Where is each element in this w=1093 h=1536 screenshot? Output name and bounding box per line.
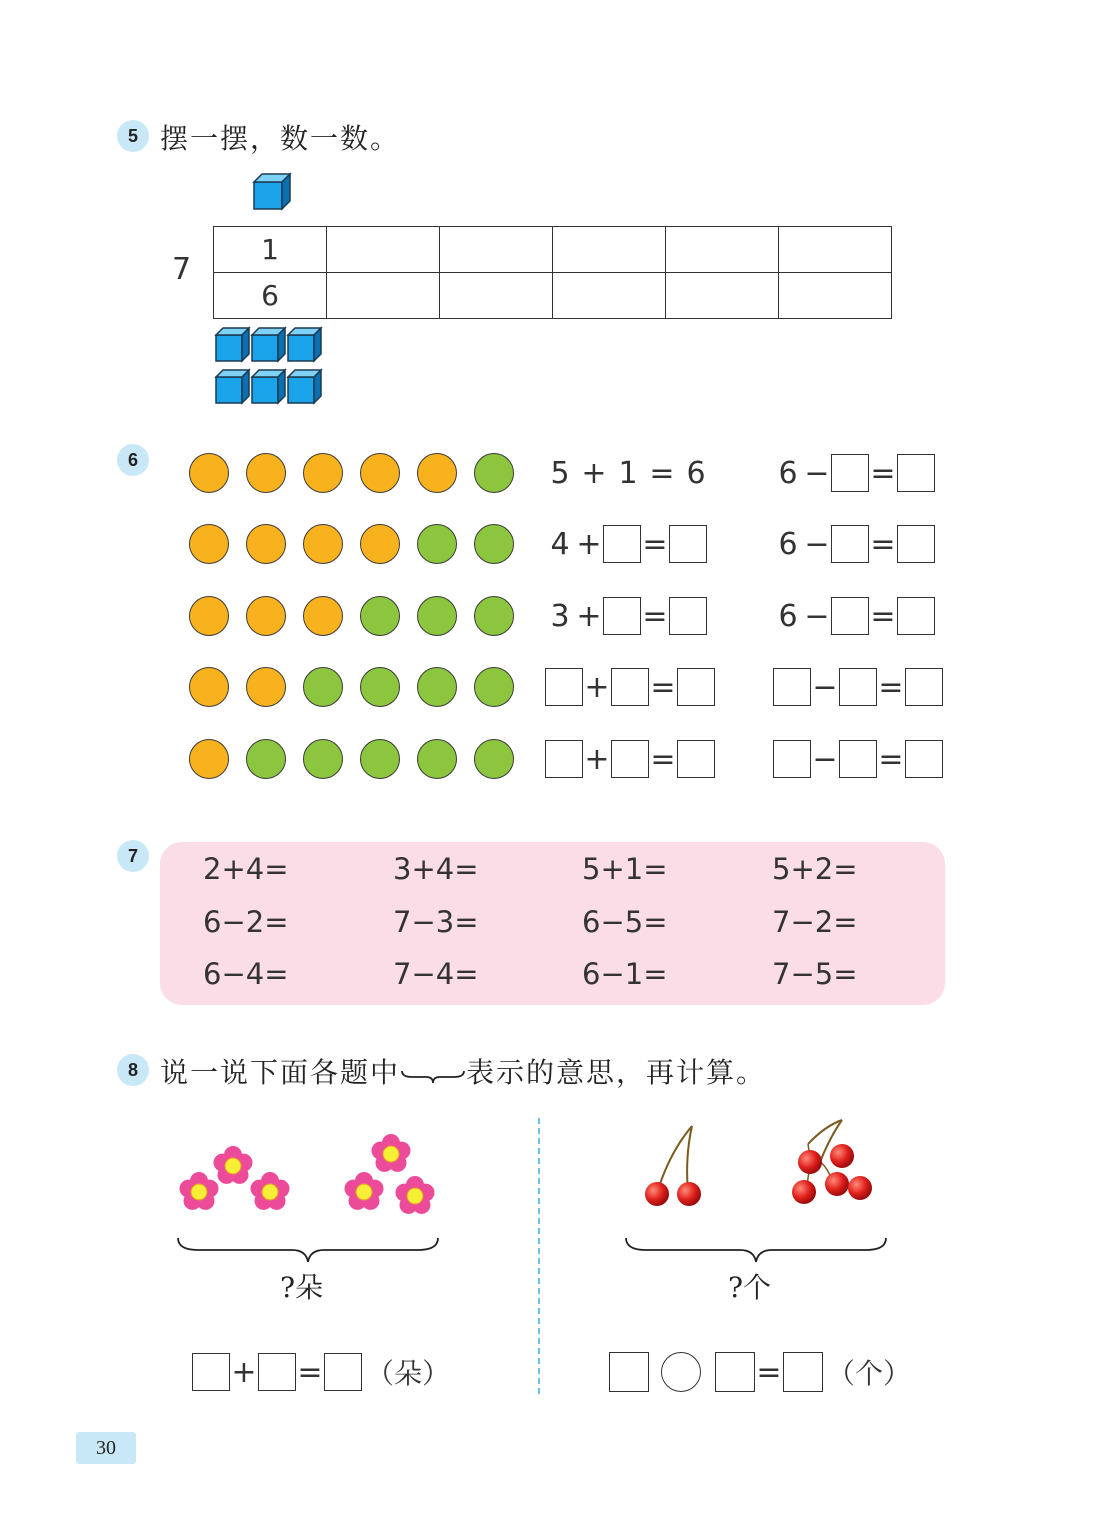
answer-box[interactable] bbox=[715, 1352, 755, 1392]
operator-sign: + bbox=[584, 741, 610, 777]
answer-box[interactable] bbox=[545, 740, 583, 778]
flowers-illustration bbox=[172, 1130, 442, 1220]
plus-sign: + bbox=[231, 1354, 257, 1390]
answer-box[interactable] bbox=[897, 525, 935, 563]
green-dot bbox=[474, 667, 514, 707]
split-top-cell: 1 bbox=[214, 227, 327, 273]
question-7-badge: 7 bbox=[117, 840, 149, 872]
equals-sign: = bbox=[756, 1354, 782, 1390]
left-question-label: ?朵 bbox=[280, 1271, 324, 1304]
answer-box[interactable] bbox=[831, 525, 869, 563]
operator-sign: − bbox=[812, 741, 838, 777]
operator-sign: = bbox=[650, 741, 676, 777]
orange-dot bbox=[303, 453, 343, 493]
answer-box[interactable] bbox=[897, 454, 935, 492]
calculation-item: 6−1= bbox=[582, 957, 668, 991]
given-number: 6 bbox=[778, 598, 798, 634]
orange-dot bbox=[303, 596, 343, 636]
orange-dot bbox=[189, 667, 229, 707]
answer-box[interactable] bbox=[603, 597, 641, 635]
calculation-item: 7−4= bbox=[393, 957, 479, 991]
calculation-item: 7−3= bbox=[393, 905, 479, 939]
split-top-cell[interactable] bbox=[327, 227, 440, 273]
addition-equation bbox=[545, 666, 715, 708]
green-dot bbox=[474, 524, 514, 564]
answer-box[interactable] bbox=[783, 1352, 823, 1392]
answer-box[interactable] bbox=[611, 740, 649, 778]
answer-box[interactable] bbox=[677, 668, 715, 706]
question-6-badge: 6 bbox=[117, 444, 149, 476]
green-dot bbox=[360, 596, 400, 636]
split-bottom-cell[interactable] bbox=[440, 273, 553, 319]
orange-dot bbox=[246, 524, 286, 564]
orange-dot bbox=[246, 453, 286, 493]
operator-sign: = bbox=[878, 741, 904, 777]
unit-label: （朵） bbox=[366, 1357, 451, 1390]
calculation-item: 5+2= bbox=[772, 852, 858, 886]
subtraction-equation bbox=[773, 595, 935, 637]
given-number: 6 bbox=[778, 526, 798, 562]
question-8-title bbox=[160, 1051, 766, 1091]
cherry-equation bbox=[609, 1351, 911, 1393]
subtraction-equation bbox=[773, 666, 943, 708]
left-brace-icon bbox=[174, 1236, 442, 1264]
calculation-item: 6−5= bbox=[582, 905, 668, 939]
green-dot bbox=[474, 739, 514, 779]
operator-sign: + bbox=[576, 526, 602, 562]
green-dot bbox=[246, 739, 286, 779]
answer-box[interactable] bbox=[839, 668, 877, 706]
answer-box[interactable] bbox=[545, 668, 583, 706]
addition-equation bbox=[545, 523, 707, 565]
answer-box[interactable] bbox=[603, 525, 641, 563]
green-dot bbox=[360, 667, 400, 707]
operator-sign: = bbox=[878, 669, 904, 705]
cube-group-icon bbox=[212, 326, 332, 408]
given-number: 1 bbox=[618, 455, 638, 491]
flower-equation bbox=[192, 1351, 450, 1393]
section-divider bbox=[538, 1118, 540, 1394]
orange-dot bbox=[246, 596, 286, 636]
answer-box[interactable] bbox=[773, 668, 811, 706]
given-number: 6 bbox=[686, 455, 706, 491]
right-question-label: ?个 bbox=[728, 1271, 772, 1304]
answer-box[interactable] bbox=[839, 740, 877, 778]
green-dot bbox=[303, 739, 343, 779]
addition-equation bbox=[545, 738, 715, 780]
operator-sign: = bbox=[870, 526, 896, 562]
subtraction-equation bbox=[773, 738, 943, 780]
given-number: 6 bbox=[778, 455, 798, 491]
calculation-item: 7−5= bbox=[772, 957, 858, 991]
answer-box[interactable] bbox=[324, 1353, 362, 1391]
question-8-title-after: 表示的意思，再计算。 bbox=[466, 1056, 767, 1089]
question-5-title: 摆一摆，数一数。 bbox=[160, 122, 401, 155]
operator-sign: = bbox=[642, 526, 668, 562]
split-bottom-cell[interactable] bbox=[666, 273, 779, 319]
page-number: 30 bbox=[76, 1432, 136, 1464]
cube-icon bbox=[250, 172, 296, 212]
answer-box[interactable] bbox=[897, 597, 935, 635]
cherries-illustration bbox=[630, 1112, 890, 1212]
split-top-cell[interactable] bbox=[666, 227, 779, 273]
green-dot bbox=[474, 596, 514, 636]
operator-sign: = bbox=[870, 598, 896, 634]
orange-dot bbox=[246, 667, 286, 707]
question-5-badge: 5 bbox=[117, 120, 149, 152]
green-dot bbox=[303, 667, 343, 707]
operator-sign: = bbox=[650, 669, 676, 705]
split-top-cell[interactable] bbox=[440, 227, 553, 273]
orange-dot bbox=[189, 453, 229, 493]
answer-box[interactable] bbox=[609, 1352, 649, 1392]
subtraction-equation bbox=[773, 452, 935, 494]
given-number: 3 bbox=[550, 598, 570, 634]
calculation-item: 3+4= bbox=[393, 852, 479, 886]
calculation-item: 7−2= bbox=[772, 905, 858, 939]
orange-dot bbox=[417, 453, 457, 493]
answer-box[interactable] bbox=[831, 597, 869, 635]
operator-sign: = bbox=[870, 455, 896, 491]
green-dot bbox=[417, 667, 457, 707]
question-8-badge: 8 bbox=[117, 1054, 149, 1086]
answer-box[interactable] bbox=[905, 740, 943, 778]
green-dot bbox=[360, 739, 400, 779]
green-dot bbox=[417, 524, 457, 564]
answer-box[interactable] bbox=[669, 597, 707, 635]
brace-mark-icon bbox=[400, 1065, 466, 1085]
operator-sign: = bbox=[649, 455, 675, 491]
unit-label: （个） bbox=[827, 1357, 912, 1390]
answer-box[interactable] bbox=[773, 740, 811, 778]
answer-box[interactable] bbox=[831, 454, 869, 492]
subtraction-equation bbox=[773, 523, 935, 565]
green-dot bbox=[474, 453, 514, 493]
answer-box[interactable] bbox=[677, 740, 715, 778]
green-dot bbox=[417, 739, 457, 779]
right-brace-icon bbox=[622, 1236, 890, 1264]
split-bottom-cell: 6 bbox=[214, 273, 327, 319]
orange-dot bbox=[303, 524, 343, 564]
calculation-item: 2+4= bbox=[203, 852, 289, 886]
split-bottom-cell[interactable] bbox=[553, 273, 666, 319]
orange-dot bbox=[189, 739, 229, 779]
answer-box[interactable] bbox=[192, 1353, 230, 1391]
operator-sign: − bbox=[812, 669, 838, 705]
calculation-item: 5+1= bbox=[582, 852, 668, 886]
answer-box[interactable] bbox=[611, 668, 649, 706]
orange-dot bbox=[360, 524, 400, 564]
operator-sign: + bbox=[576, 598, 602, 634]
split-bottom-cell[interactable] bbox=[779, 273, 892, 319]
operator-circle[interactable] bbox=[661, 1352, 701, 1392]
orange-dot bbox=[189, 524, 229, 564]
split-top-cell[interactable] bbox=[553, 227, 666, 273]
equals-sign: = bbox=[297, 1354, 323, 1390]
question-8-title-before: 说一说下面各题中 bbox=[160, 1056, 401, 1089]
answer-box[interactable] bbox=[905, 668, 943, 706]
calculation-item: 6−2= bbox=[203, 905, 289, 939]
addition-equation bbox=[545, 595, 707, 637]
split-table bbox=[213, 226, 892, 319]
given-number: 4 bbox=[550, 526, 570, 562]
operator-sign: − bbox=[804, 598, 830, 634]
orange-dot bbox=[189, 596, 229, 636]
operator-sign: + bbox=[584, 669, 610, 705]
operator-sign: − bbox=[804, 526, 830, 562]
answer-box[interactable] bbox=[258, 1353, 296, 1391]
operator-sign: = bbox=[642, 598, 668, 634]
answer-box[interactable] bbox=[669, 525, 707, 563]
total-number: 7 bbox=[172, 252, 192, 287]
split-top-cell[interactable] bbox=[779, 227, 892, 273]
addition-equation bbox=[545, 452, 711, 494]
split-bottom-cell[interactable] bbox=[327, 273, 440, 319]
orange-dot bbox=[360, 453, 400, 493]
calculation-item: 6−4= bbox=[203, 957, 289, 991]
given-number: 5 bbox=[550, 455, 570, 491]
operator-sign: − bbox=[804, 455, 830, 491]
operator-sign: + bbox=[581, 455, 607, 491]
green-dot bbox=[417, 596, 457, 636]
